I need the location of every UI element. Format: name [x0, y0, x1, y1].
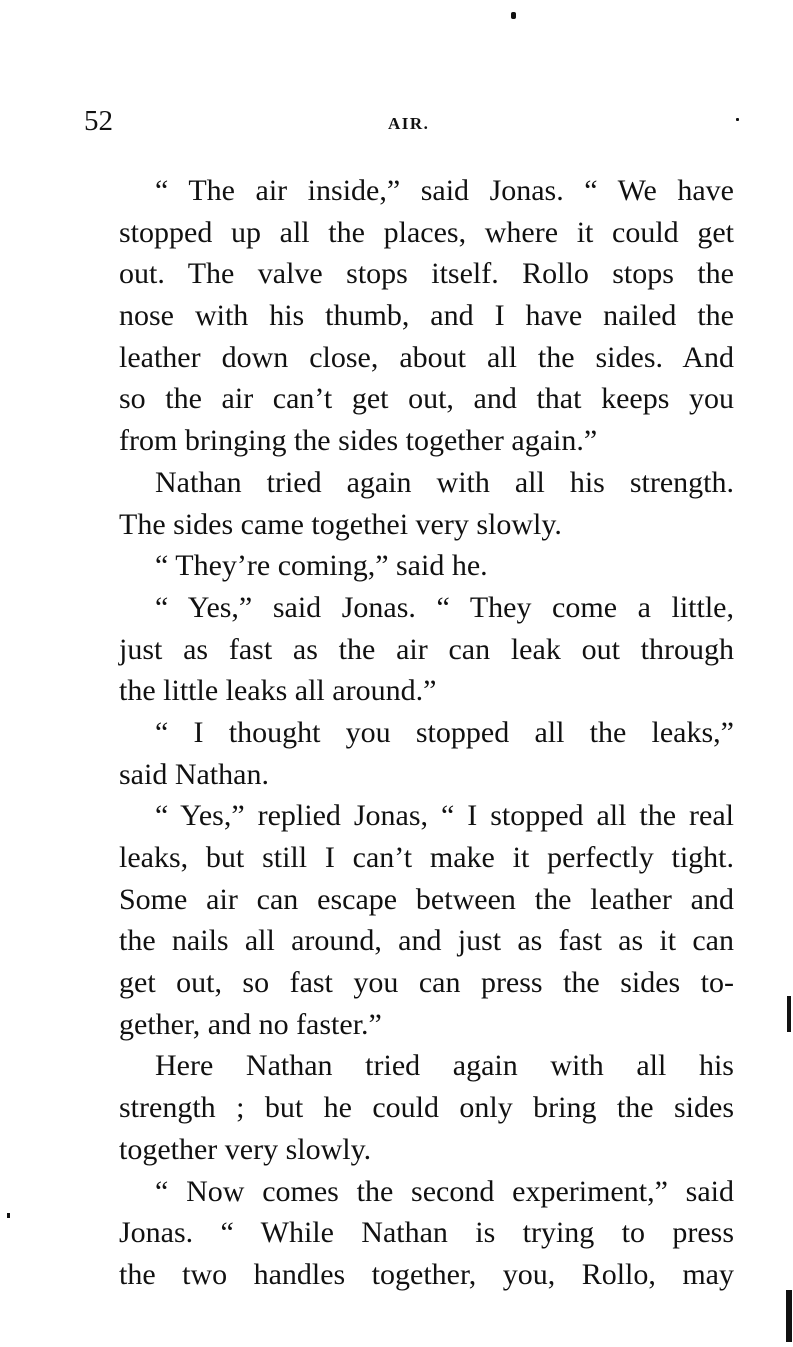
- scan-speck: [736, 118, 739, 121]
- text-line: “ The air inside,” said Jonas. “ We have: [155, 174, 734, 207]
- page-number: 52: [84, 105, 113, 137]
- text-line: “ I thought you stopped all the leaks,”: [155, 715, 734, 749]
- paragraph: [83, 795, 734, 1045]
- text-line: out. The valve stops itself. Rollo stops the: [119, 257, 734, 291]
- scan-speck: [787, 996, 791, 1032]
- paragraph: [83, 462, 734, 545]
- text-line: the two handles together, you, Rollo, may: [119, 1257, 734, 1291]
- paragraph: [83, 1171, 734, 1296]
- text-line: The sides came togethei very slowly.: [119, 507, 562, 541]
- text-line: get out, so fast you can press the sides to-: [119, 966, 734, 1000]
- paragraph: [83, 587, 734, 712]
- body-text: [83, 170, 734, 1296]
- text-line: Nathan tried again with all his strength.: [155, 465, 734, 499]
- text-line: “ They’re coming,” said he.: [155, 549, 488, 583]
- text-line: Jonas. “ While Nathan is trying to press: [119, 1216, 734, 1250]
- text-line: the little leaks all around.”: [119, 674, 437, 708]
- scan-speck: [7, 1213, 10, 1218]
- scan-speck: [786, 1290, 792, 1342]
- text-line: leaks, but still I can’t make it perfectly tight.: [119, 841, 734, 874]
- running-head: AIR.: [388, 114, 430, 133]
- text-line: gether, and no faster.”: [119, 1007, 382, 1041]
- text-line: just as fast as the air can leak out through: [119, 632, 734, 666]
- text-line: strength ; but he could only bring the sides: [119, 1091, 734, 1125]
- text-line: together very slowly.: [119, 1132, 372, 1166]
- text-line: Some air can escape between the leather and: [119, 882, 734, 916]
- paragraph: [83, 545, 734, 587]
- text-line: from bringing the sides together again.”: [119, 424, 598, 458]
- text-line: “ Yes,” replied Jonas, “ I stopped all the real: [155, 799, 734, 833]
- paragraph: [83, 1045, 734, 1170]
- paragraph: [83, 170, 734, 462]
- text-line: stopped up all the places, where it could get: [119, 215, 734, 249]
- text-line: Here Nathan tried again with all his: [155, 1049, 734, 1083]
- scan-speck: [511, 12, 516, 19]
- text-line: so the air can’t get out, and that keeps you: [119, 382, 734, 416]
- text-line: leather down close, about all the sides. And: [119, 340, 734, 374]
- text-line: nose with his thumb, and I have nailed the: [119, 299, 734, 333]
- text-line: “ Now comes the second experiment,” said: [155, 1174, 734, 1208]
- text-line: “ Yes,” said Jonas. “ They come a little,: [155, 590, 734, 624]
- text-line: the nails all around, and just as fast as it can: [119, 924, 734, 958]
- text-line: said Nathan.: [119, 757, 269, 791]
- paragraph: [83, 712, 734, 795]
